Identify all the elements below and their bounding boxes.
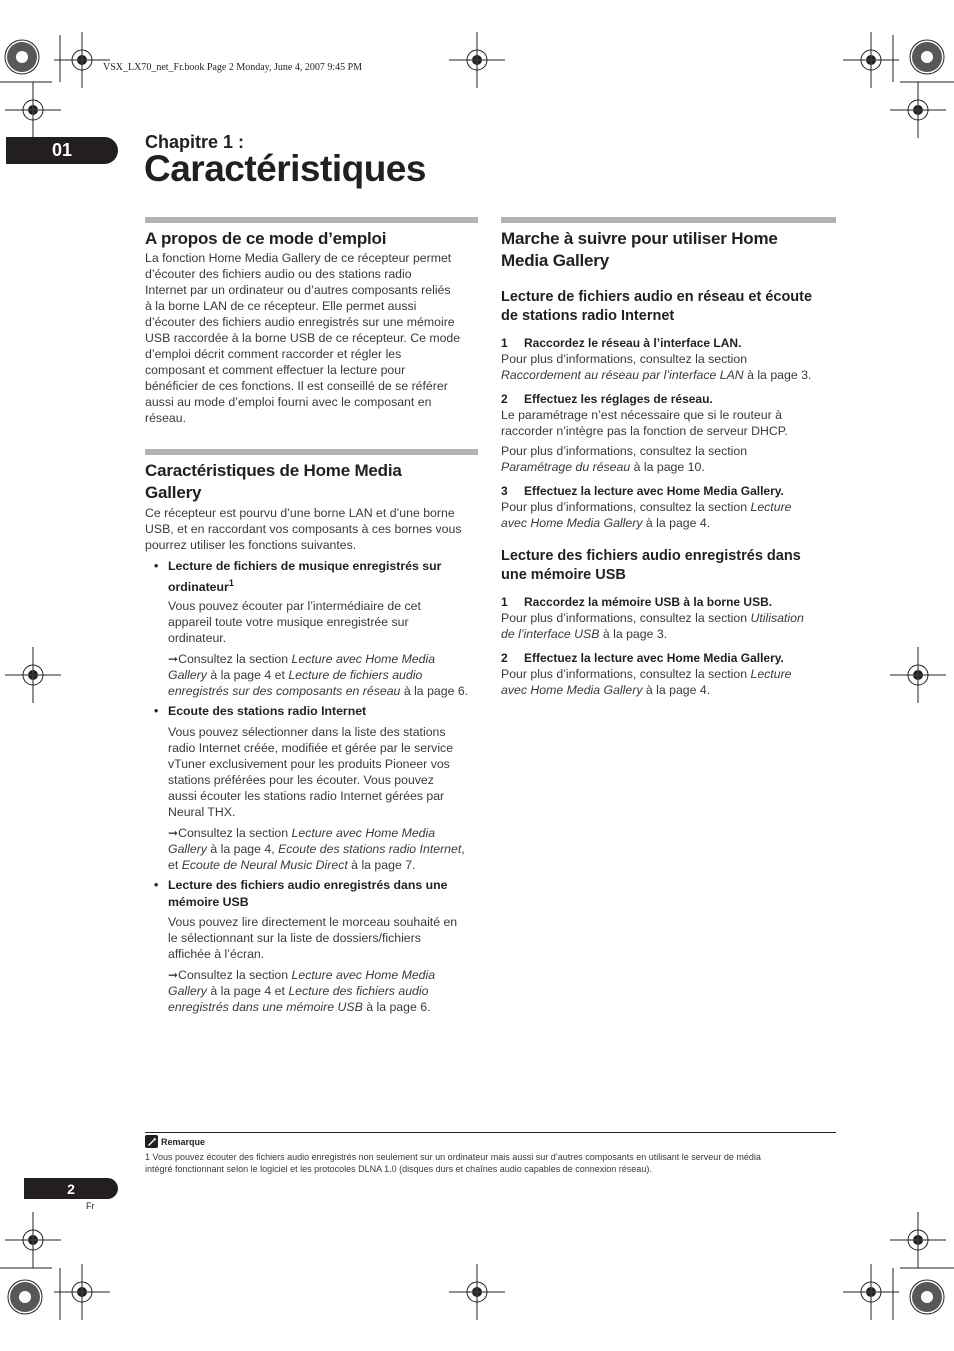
step-lecture-1: 3 Effectuez la lecture avec Home Media Gallery. Pour plus d’informations, consultez la section Lecture avec Home Media Gallery à la page 4. (501, 484, 792, 530)
file-header-line: VSX_LX70_net_Fr.book Page 2 Monday, June 4, 2007 9:45 PM (103, 62, 363, 73)
footnote-label: Remarque (145, 1135, 205, 1148)
cross-reference-usb: ➞Consultez la section Lecture avec Home Media Gallery à la page 4 et Lecture des fichiers audio enregistrés dans une mémoire USB à la page 6. (168, 968, 436, 1014)
footnote-text: 1 Vous pouvez écouter des fichiers audio enregistrés non seulement sur un ordinateur mais aussi sur d’autres composants en utilisant le serveur de média intégré fonctionnant selon le logiciel et les protocoles DLNA 1.0 (disques durs et chaînes audio capables de connexion réseau). (145, 1152, 761, 1174)
footnote-rule (145, 1132, 836, 1133)
note-icon (145, 1135, 158, 1148)
page-number: 2 (24, 1178, 118, 1199)
paragraph-mode-emploi: La fonction Home Media Gallery de ce récepteur permet d’écouter des fichiers audio ou des stations radio Internet par un ordinateur ou d’autres composants reliés à la borne LAN de ce récepteur. Elle permet aussi d’écouter des fichiers audio enregistrés sur une mémoire USB raccordée à la borne USB de ce récepteur. Ce mode d’emploi décrit comment raccorder et régler les composant et comment effectuer la lecture pour bénéficier de ces fonctions. Il est conseillé de se référer aussi au mode d’emploi fourni avec le composant en réseau. (145, 251, 461, 425)
step-lan: 1 Raccordez le réseau à l’interface LAN. Pour plus d’informations, consultez la section Raccordement au réseau par l’interface LAN à la page 3. (501, 336, 812, 382)
section-rule (501, 217, 836, 223)
arrow-icon: ➞ (168, 826, 179, 840)
step-reseau: 2 Effectuez les réglages de réseau. Le paramétrage n’est nécessaire que si le routeur à raccorder n’intègre pas la fonction de serveur DHCP. Pour plus d’informations, consultez la section Paramétrage du réseau à la page 10. (501, 392, 788, 474)
bullet-item-radio: • Ecoute des stations radio Internet (154, 704, 367, 718)
section-heading-mode-emploi: A propos de ce mode d’emploi (145, 229, 387, 248)
bullet-text-usb: Vous pouvez lire directement le morceau souhaité en le sélectionnant sur la liste de dossiers/fichiers affichée à l’écran. (168, 915, 458, 961)
chapter-title: Caractéristiques (144, 148, 426, 189)
paragraph-intro: Ce récepteur est pourvu d’une borne LAN et d’une borne USB, et en raccordant vos composants à ces bornes vous pourrez utiliser les fonctions suivantes. (145, 506, 462, 552)
section-rule (145, 217, 478, 223)
page-language: Fr (86, 1201, 95, 1211)
arrow-icon: ➞ (168, 652, 179, 666)
cross-reference-ordinateur: ➞Consultez la section Lecture avec Home Media Gallery à la page 4 et Lecture de fichiers audio enregistrés sur des composants en réseau à la page 6. (168, 652, 469, 698)
section-heading-caracteristiques: Caractéristiques de Home Media Gallery (145, 461, 402, 502)
arrow-icon: ➞ (168, 968, 179, 982)
section-rule (145, 449, 478, 455)
bullet-text-ordinateur: Vous pouvez écouter par l’intermédiaire de cet appareil toute votre musique enregistrée sur ordinateur. (168, 599, 421, 645)
subsection-heading-reseau: Lecture de fichiers audio en réseau et écoute de stations radio Internet (501, 289, 813, 324)
subsection-heading-usb: Lecture des fichiers audio enregistrés dans une mémoire USB (501, 548, 801, 583)
section-heading-marche: Marche à suivre pour utiliser Home Media Gallery (501, 229, 778, 270)
step-lecture-2: 2 Effectuez la lecture avec Home Media Gallery. Pour plus d’informations, consultez la section Lecture avec Home Media Gallery à la page 4. (501, 651, 792, 697)
bullet-text-radio: Vous pouvez sélectionner dans la liste des stations radio Internet créée, modifiée et gérée par le service vTuner exclusivement pour les produits Pioneer vos stations préférées pour les écouter. Vous pouvez aussi écouter les stations radio Internet gérées par Neural THX. (168, 725, 454, 819)
step-usb: 1 Raccordez la mémoire USB à la borne USB. Pour plus d’informations, consultez la section Utilisation de l’interface USB à la page 3. (501, 595, 804, 641)
cross-reference-radio: ➞Consultez la section Lecture avec Home Media Gallery à la page 4, Ecoute des stations radio Internet, et Ecoute de Neural Music Direct à la page 7. (168, 826, 465, 872)
bullet-item-usb: • Lecture des fichiers audio enregistrés dans une mémoire USB (154, 878, 448, 909)
chapter-tab: 01 (6, 137, 118, 164)
bullet-item-ordinateur: • Lecture de fichiers de musique enregistrés sur ordinateur$^1$ (154, 559, 442, 595)
footnote-ref: 1 (228, 578, 234, 588)
chapter-label: Chapitre 1 : (145, 132, 245, 152)
